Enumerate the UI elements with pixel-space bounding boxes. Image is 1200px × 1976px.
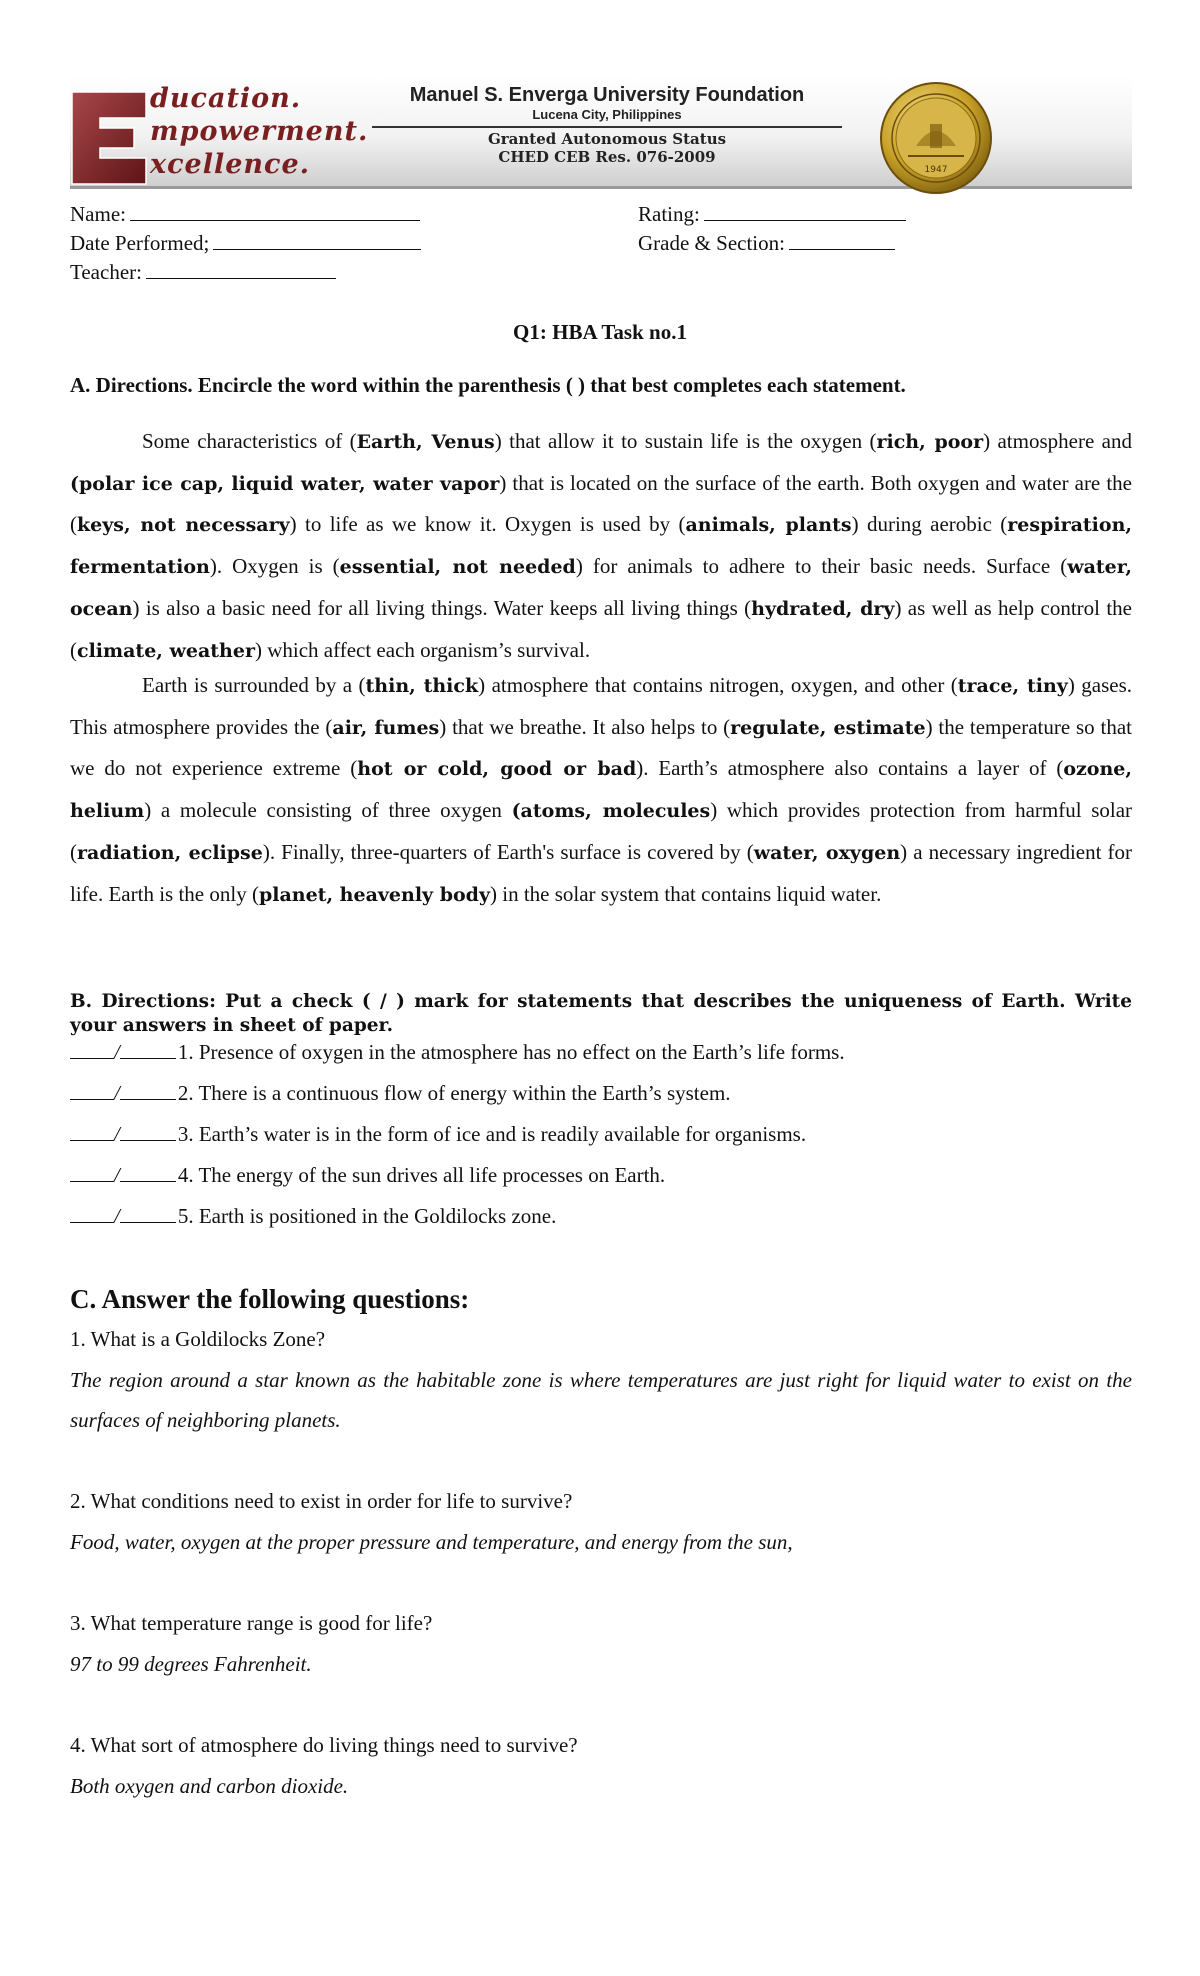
passage-text: ) for animals to adhere to their basic needs. Surface ( <box>575 554 1068 579</box>
passage-text: ) is also a basic need for all living things. Water keeps all living things ( <box>132 595 752 620</box>
passage-text: ) that we breathe. It also helps to ( <box>439 714 731 739</box>
date-performed-blank[interactable] <box>213 231 421 250</box>
answer-text: Food, water, oxygen at the proper pressure and temperature, and energy from the sun, <box>70 1529 793 1554</box>
list-item <box>70 1121 1132 1162</box>
list-item <box>70 1039 1132 1080</box>
check-answer-blank[interactable]: / <box>70 1162 178 1188</box>
section-a-directions: A. Directions. Encircle the word within the parenthesis ( ) that best completes each statement. <box>70 373 906 397</box>
question-text: 2. What conditions need to exist in order for life to survive? <box>70 1489 573 1513</box>
university-city: Lucena City, Philippines <box>532 107 682 122</box>
passage-text: ) which affect each organism’s survival. <box>254 637 591 662</box>
passage-text: ) during aerobic ( <box>851 512 1008 537</box>
passage-text: Some characteristics of ( <box>142 429 357 453</box>
question-block-4 <box>70 1725 1132 1806</box>
answer-option-group[interactable]: trace, tiny <box>957 675 1068 697</box>
university-seal-icon <box>878 80 994 196</box>
grade-section-field <box>638 230 895 256</box>
passage-text: ) gases. This atmosphere provides the ( <box>70 673 1132 739</box>
answer-option-group[interactable]: Earth, Venus <box>356 431 495 453</box>
answer-option-group[interactable]: respiration, fermentation <box>70 514 1132 579</box>
question-text: 3. What temperature range is good for life? <box>70 1611 433 1635</box>
task-title: Q1: HBA Task no.1 <box>513 320 687 344</box>
answer-option-group[interactable]: hot or cold, good or bad <box>357 758 637 781</box>
answer-option-group[interactable]: radiation, eclipse <box>77 841 263 864</box>
passage-text: Earth is surrounded by a ( <box>142 673 366 697</box>
rating-blank[interactable] <box>704 202 906 221</box>
name-blank[interactable] <box>130 202 420 221</box>
passage-text: ). Finally, three-quarters of Earth's surface is covered by ( <box>262 839 754 864</box>
answer-option-group[interactable]: water, ocean <box>70 556 1132 620</box>
section-c-heading: C. Answer the following questions: <box>70 1284 470 1314</box>
teacher-field <box>70 259 336 285</box>
answer-text: Both oxygen and carbon dioxide. <box>70 1773 349 1798</box>
answer-option-group[interactable]: (atoms, molecules <box>511 800 711 823</box>
university-motto <box>150 82 380 181</box>
passage-text: ) the temperature so that we do not experience extreme ( <box>70 714 1132 781</box>
passage-text: ) to life as we know it. Oxygen is used by ( <box>289 512 686 537</box>
statement-text: 3. Earth’s water is in the form of ice and is readily available for organisms. <box>177 1122 807 1146</box>
passage-text: ). Oxygen is ( <box>209 554 340 579</box>
statement-text: 4. The energy of the sun drives all life processes on Earth. <box>177 1163 666 1187</box>
statement-text: 5. Earth is positioned in the Goldilocks zone. <box>177 1204 557 1228</box>
question-block-1 <box>70 1319 1132 1441</box>
question-text: 4. What sort of atmosphere do living things need to survive? <box>70 1733 578 1757</box>
header-divider <box>372 126 842 128</box>
seal-year: 1947 <box>924 165 948 175</box>
list-item <box>70 1162 1132 1203</box>
university-logo-e-icon <box>70 88 148 186</box>
check-answer-blank[interactable]: / <box>70 1121 178 1147</box>
university-status: Granted Autonomous Status <box>487 130 727 148</box>
answer-text: The region around a star known as the habitable zone is where temperatures are just right for liquid water to exist on the surfaces of neighboring planets. <box>70 1367 1132 1433</box>
check-answer-blank[interactable]: / <box>70 1080 178 1106</box>
section-a-paragraph-1 <box>70 421 1132 671</box>
check-statement-list <box>70 1039 1132 1244</box>
statement-text: 2. There is a continuous flow of energy within the Earth’s system. <box>177 1081 731 1105</box>
passage-text: ) that allow it to sustain life is the oxygen ( <box>494 429 877 453</box>
passage-text: ) as well as help control the ( <box>70 595 1132 662</box>
question-block-3 <box>70 1603 1132 1684</box>
university-name: Manuel S. Enverga University Foundation <box>409 84 805 106</box>
answer-option-group[interactable]: thin, thick <box>365 675 479 697</box>
grade-section-label: Grade & Section: <box>638 231 785 255</box>
list-item <box>70 1080 1132 1121</box>
answer-option-group[interactable]: climate, weather <box>77 639 255 662</box>
answer-text: 97 to 99 degrees Fahrenheit. <box>70 1651 312 1676</box>
date-performed-label: Date Performed; <box>70 231 210 255</box>
answer-option-group[interactable]: keys, not necessary <box>77 514 290 537</box>
check-answer-blank[interactable]: / <box>70 1203 178 1229</box>
teacher-blank[interactable] <box>146 260 336 279</box>
name-label: Name: <box>70 202 126 226</box>
grade-section-blank[interactable] <box>789 231 895 250</box>
answer-option-group[interactable]: rich, poor <box>876 431 984 453</box>
answer-option-group[interactable]: planet, heavenly body <box>258 883 490 906</box>
date-performed-field <box>70 230 421 256</box>
motto-line-empowerment: mpowerment. <box>150 116 369 147</box>
rating-field <box>638 201 906 227</box>
statement-text: 1. Presence of oxygen in the atmosphere has no effect on the Earth’s life forms. <box>177 1040 845 1064</box>
answer-option-group[interactable]: animals, plants <box>685 514 852 537</box>
ched-resolution: CHED CEB Res. 076-2009 <box>498 148 716 166</box>
answer-option-group[interactable]: water, oxygen <box>753 841 901 864</box>
answer-option-group[interactable]: hydrated, dry <box>751 597 895 620</box>
question-block-2 <box>70 1481 1132 1562</box>
answer-option-group[interactable]: ozone, helium <box>70 758 1132 823</box>
answer-option-group[interactable]: (polar ice cap, liquid water, water vapor <box>70 472 500 495</box>
answer-option-group[interactable]: regulate, estimate <box>730 716 926 739</box>
question-text: 1. What is a Goldilocks Zone? <box>70 1327 326 1351</box>
passage-text: ) a molecule consisting of three oxygen <box>144 798 512 823</box>
answer-option-group[interactable]: essential, not needed <box>339 556 576 579</box>
section-b-directions: B. Directions: Put a check ( / ) mark for statements that describes the uniqueness of Earth. Write your answers in sheet of paper. <box>70 991 1132 1036</box>
passage-text: ) atmosphere that contains nitrogen, oxygen, and other ( <box>478 673 958 697</box>
passage-text: ) atmosphere and <box>983 429 1132 453</box>
passage-text: ) a necessary ingredient for life. Earth is the only ( <box>70 839 1133 906</box>
list-item <box>70 1203 1132 1244</box>
check-answer-blank[interactable]: / <box>70 1039 178 1065</box>
section-a-paragraph-2 <box>70 665 1132 915</box>
name-field <box>70 201 420 227</box>
rating-label: Rating: <box>638 202 700 226</box>
motto-line-excellence: xcellence. <box>150 149 311 180</box>
passage-text: ) that is located on the surface of the earth. Both oxygen and water are the ( <box>70 470 1132 537</box>
motto-line-education: ducation. <box>150 83 302 114</box>
answer-option-group[interactable]: air, fumes <box>332 716 440 739</box>
passage-text: ) in the solar system that contains liquid water. <box>490 881 882 906</box>
teacher-label: Teacher: <box>70 260 142 284</box>
passage-text: ). Earth’s atmosphere also contains a layer of ( <box>636 756 1064 781</box>
passage-text: ) which provides protection from harmful solar ( <box>70 798 1133 864</box>
